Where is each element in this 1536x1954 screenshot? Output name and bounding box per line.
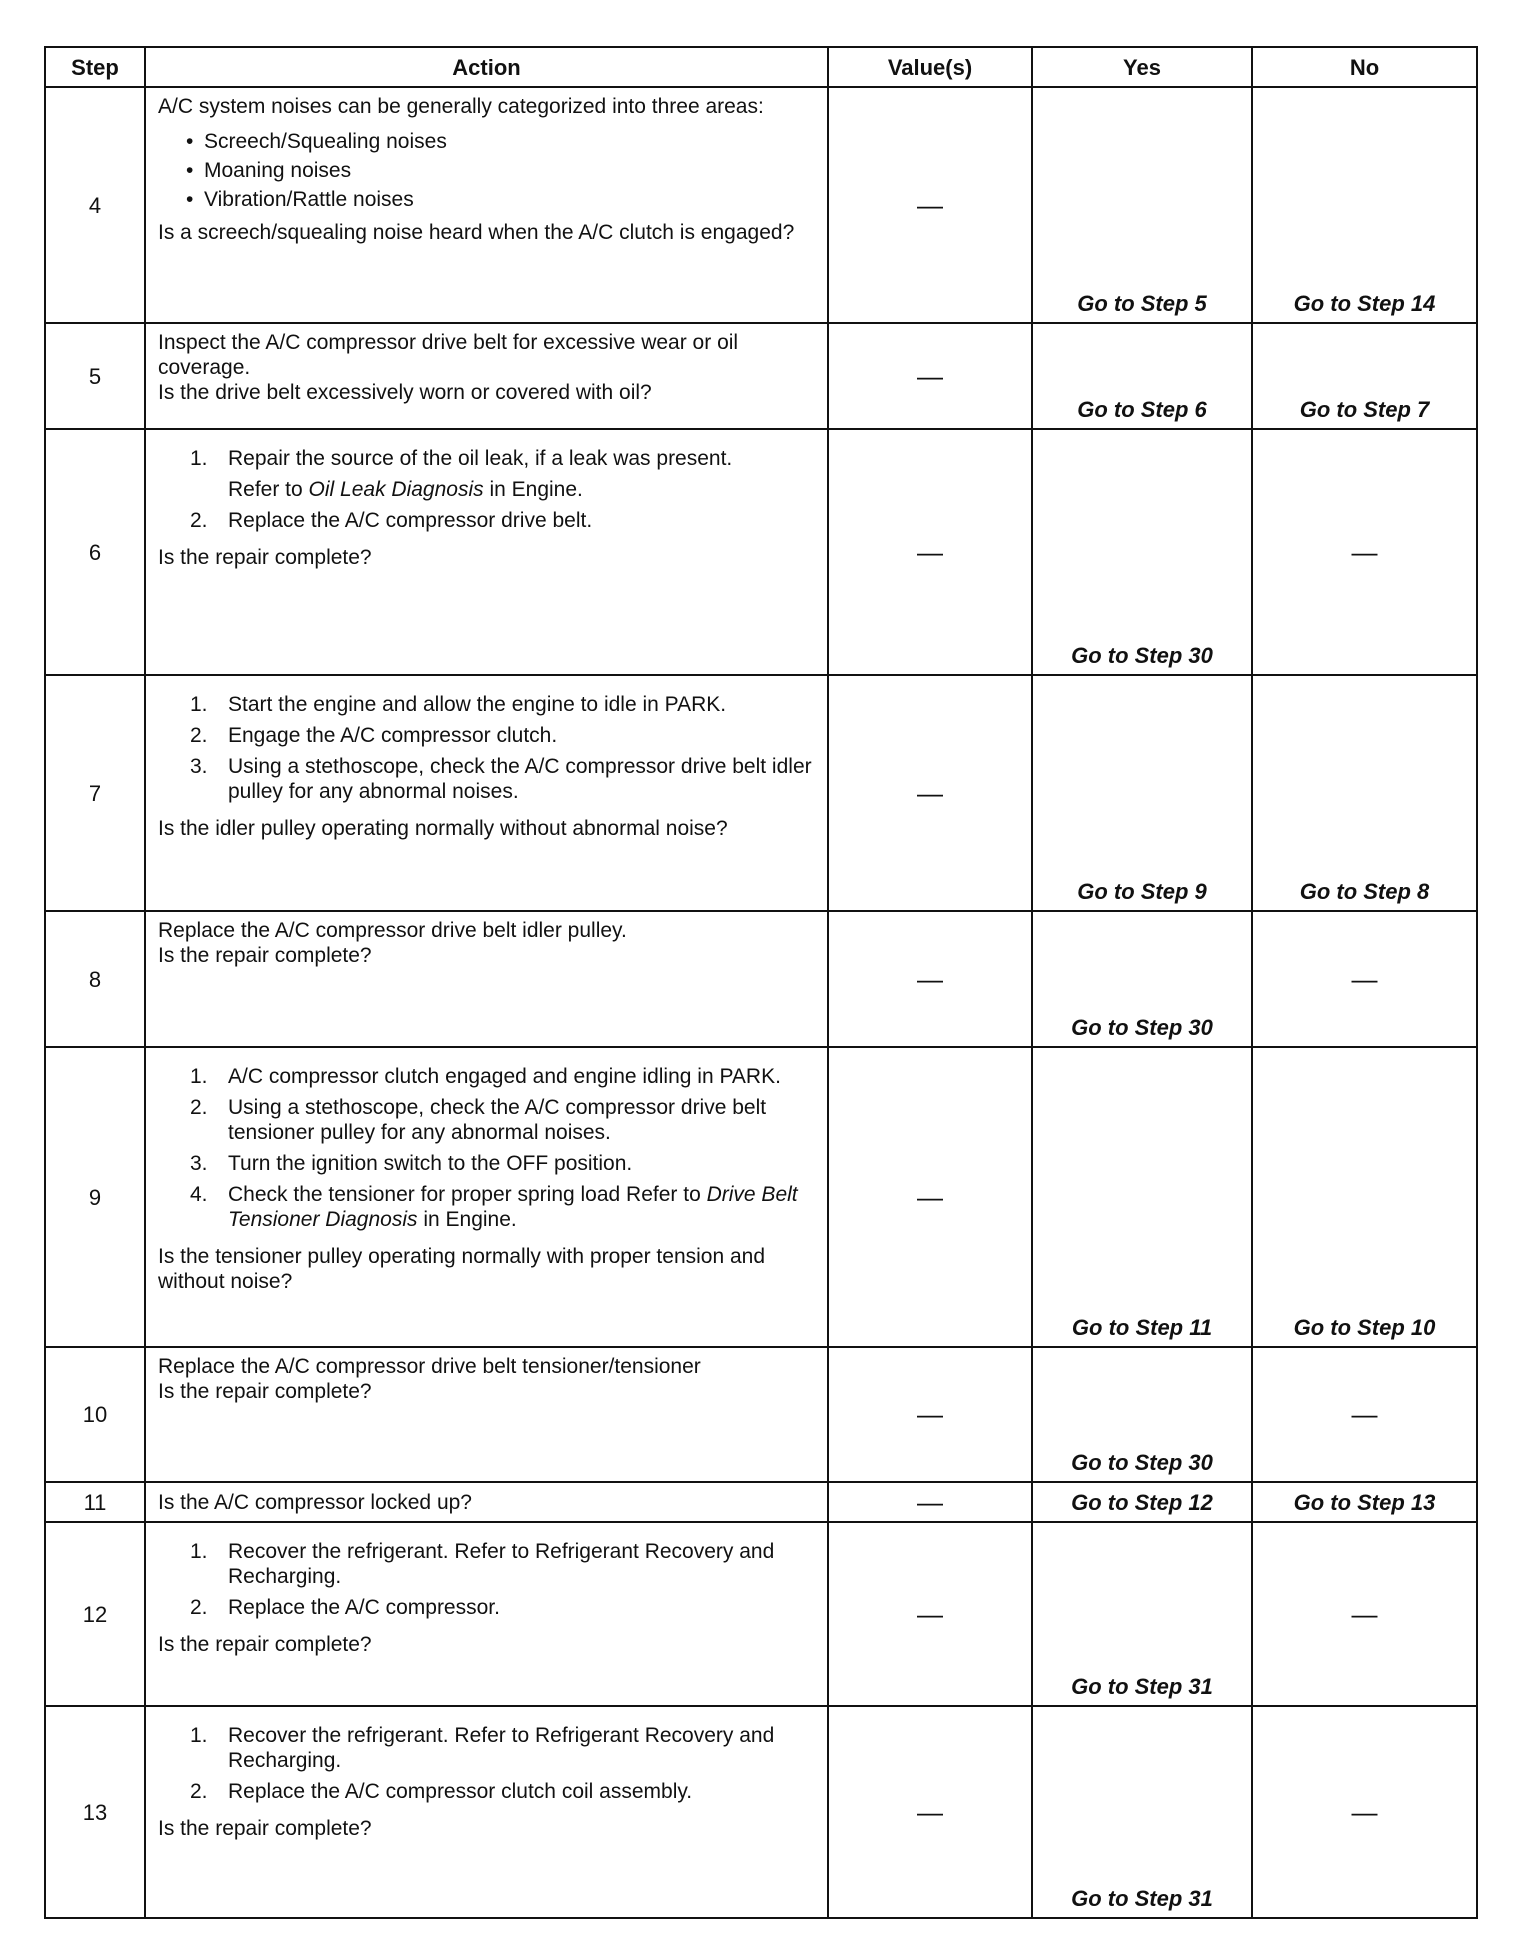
list-item <box>190 508 817 533</box>
reference-prefix: Refer to <box>228 478 309 501</box>
no-link[interactable]: Go to Step 8 <box>1252 675 1477 911</box>
list-item: • Screech/Squealing noises <box>204 129 817 154</box>
item-number: 1. <box>190 693 208 716</box>
header-no: No <box>1252 47 1477 87</box>
list-item <box>190 754 817 804</box>
no-link[interactable]: Go to Step 10 <box>1252 1047 1477 1347</box>
item-text: Replace the A/C compressor drive belt. <box>228 509 593 532</box>
no-cell: — <box>1252 429 1477 675</box>
no-link[interactable]: Go to Step 13 <box>1252 1482 1477 1522</box>
step-list <box>158 1717 817 1810</box>
list-item <box>190 1151 817 1176</box>
action-question: Is the repair complete? <box>158 1817 372 1840</box>
item-number: 2. <box>190 1780 208 1803</box>
step-number: 10 <box>45 1347 145 1482</box>
action-cell <box>145 1706 828 1918</box>
action-cell <box>145 1047 828 1347</box>
action-cell <box>145 911 828 1047</box>
yes-link[interactable]: Go to Step 12 <box>1032 1482 1252 1522</box>
item-number: 1. <box>190 1724 208 1747</box>
item-number: 1. <box>190 1065 208 1088</box>
step-list <box>158 440 817 539</box>
table-row <box>45 1706 1477 1918</box>
list-item <box>190 1723 817 1773</box>
item-text: Recover the refrigerant. Refer to Refrigerant Recovery and Recharging. <box>228 1724 775 1772</box>
table-row <box>45 323 1477 429</box>
step-number: 12 <box>45 1522 145 1706</box>
value-cell: — <box>828 675 1032 911</box>
reference <box>228 477 817 502</box>
no-cell: — <box>1252 1522 1477 1706</box>
no-link[interactable]: Go to Step 7 <box>1252 323 1477 429</box>
no-cell: — <box>1252 1347 1477 1482</box>
item-number: 3. <box>190 1152 208 1175</box>
list-item <box>190 1095 817 1145</box>
header-row <box>45 47 1477 87</box>
yes-link[interactable]: Go to Step 9 <box>1032 675 1252 911</box>
yes-link[interactable]: Go to Step 6 <box>1032 323 1252 429</box>
action-intro: Replace the A/C compressor drive belt tensioner/tensioner <box>158 1355 701 1378</box>
value-cell: — <box>828 1482 1032 1522</box>
action-question: Is the repair complete? <box>158 944 372 967</box>
header-step: Step <box>45 47 145 87</box>
step-number: 4 <box>45 87 145 323</box>
no-cell: — <box>1252 911 1477 1047</box>
list-item <box>190 723 817 748</box>
action-question: Is the drive belt excessively worn or covered with oil? <box>158 381 652 404</box>
action-cell <box>145 429 828 675</box>
value-cell: — <box>828 1706 1032 1918</box>
action-cell <box>145 87 828 323</box>
diagnostic-table <box>44 46 1478 1919</box>
value-cell: — <box>828 1047 1032 1347</box>
item-number: 4. <box>190 1183 208 1206</box>
action-cell <box>145 323 828 429</box>
step-number: 8 <box>45 911 145 1047</box>
yes-link[interactable]: Go to Step 30 <box>1032 429 1252 675</box>
action-intro: Replace the A/C compressor drive belt idler pulley. <box>158 919 627 942</box>
no-link[interactable]: Go to Step 14 <box>1252 87 1477 323</box>
list-item: • Moaning noises <box>204 158 817 183</box>
step-number: 11 <box>45 1482 145 1522</box>
step-number: 5 <box>45 323 145 429</box>
action-intro: A/C system noises can be generally categorized into three areas: <box>158 95 764 118</box>
item-text: Engage the A/C compressor clutch. <box>228 724 558 747</box>
table-row <box>45 911 1477 1047</box>
step-list <box>158 1058 817 1238</box>
list-item <box>190 1539 817 1589</box>
item-text: Replace the A/C compressor. <box>228 1596 500 1619</box>
value-cell: — <box>828 323 1032 429</box>
list-item: • Vibration/Rattle noises <box>204 187 817 212</box>
header-action: Action <box>145 47 828 87</box>
no-cell: — <box>1252 1706 1477 1918</box>
header-values: Value(s) <box>828 47 1032 87</box>
yes-link[interactable]: Go to Step 5 <box>1032 87 1252 323</box>
table-row <box>45 1047 1477 1347</box>
action-question: Is the idler pulley operating normally without abnormal noise? <box>158 817 728 840</box>
action-cell <box>145 1347 828 1482</box>
item-text: Recover the refrigerant. Refer to Refrigerant Recovery and Recharging. <box>228 1540 775 1588</box>
action-question: Is the repair complete? <box>158 1633 372 1656</box>
list-item <box>190 1182 817 1232</box>
list-item <box>190 692 817 717</box>
yes-link[interactable]: Go to Step 31 <box>1032 1706 1252 1918</box>
item-text: Using a stethoscope, check the A/C compressor drive belt idler pulley for any abnormal noises. <box>228 755 812 803</box>
item-number: 2. <box>190 509 208 532</box>
step-number: 13 <box>45 1706 145 1918</box>
item-suffix: in Engine. <box>417 1208 517 1231</box>
table-row <box>45 1522 1477 1706</box>
action-cell <box>145 1522 828 1706</box>
noise-list <box>158 125 817 216</box>
action-question: Is a screech/squealing noise heard when the A/C clutch is engaged? <box>158 221 795 244</box>
yes-link[interactable]: Go to Step 11 <box>1032 1047 1252 1347</box>
reference-suffix: in Engine. <box>483 478 583 501</box>
item-number: 2. <box>190 1596 208 1619</box>
yes-link[interactable]: Go to Step 30 <box>1032 911 1252 1047</box>
list-item <box>190 446 817 502</box>
step-list <box>158 686 817 810</box>
value-cell: — <box>828 87 1032 323</box>
item-text: Repair the source of the oil leak, if a leak was present. <box>228 447 733 470</box>
action-question: Is the repair complete? <box>158 1380 372 1403</box>
item-number: 2. <box>190 724 208 747</box>
drive-belt-tensioner-diagnosis-link[interactable]: Drive Belt Tensioner Diagnosis <box>228 1183 798 1231</box>
step-number: 9 <box>45 1047 145 1347</box>
yes-link[interactable]: Go to Step 30 <box>1032 1347 1252 1482</box>
item-text: A/C compressor clutch engaged and engine idling in PARK. <box>228 1065 781 1088</box>
step-list <box>158 1533 817 1626</box>
table-row <box>45 1347 1477 1482</box>
action-question: Is the A/C compressor locked up? <box>158 1490 472 1514</box>
list-item <box>190 1779 817 1804</box>
action-question: Is the repair complete? <box>158 546 372 569</box>
yes-link[interactable]: Go to Step 31 <box>1032 1522 1252 1706</box>
table-row <box>45 1482 1477 1522</box>
item-text: Check the tensioner for proper spring load Refer to <box>228 1183 707 1206</box>
value-cell: — <box>828 1522 1032 1706</box>
step-number: 7 <box>45 675 145 911</box>
oil-leak-diagnosis-link[interactable]: Oil Leak Diagnosis <box>308 478 484 501</box>
action-question: Is the tensioner pulley operating normally with proper tension and without noise? <box>158 1245 766 1293</box>
list-item <box>190 1064 817 1089</box>
header-yes: Yes <box>1032 47 1252 87</box>
item-number: 1. <box>190 447 208 470</box>
item-number: 3. <box>190 755 208 778</box>
value-cell: — <box>828 429 1032 675</box>
list-item <box>190 1595 817 1620</box>
action-cell <box>145 1482 828 1522</box>
item-number: 2. <box>190 1096 208 1119</box>
item-text: Start the engine and allow the engine to idle in PARK. <box>228 693 727 716</box>
table-row <box>45 87 1477 323</box>
item-text: Replace the A/C compressor clutch coil assembly. <box>228 1780 693 1803</box>
table-row <box>45 429 1477 675</box>
action-intro: Inspect the A/C compressor drive belt for excessive wear or oil coverage. <box>158 331 739 379</box>
action-cell <box>145 675 828 911</box>
value-cell: — <box>828 1347 1032 1482</box>
table-row <box>45 675 1477 911</box>
item-text: Turn the ignition switch to the OFF position. <box>228 1152 633 1175</box>
step-number: 6 <box>45 429 145 675</box>
item-number: 1. <box>190 1540 208 1563</box>
item-text: Using a stethoscope, check the A/C compressor drive belt tensioner pulley for any abnormal noises. <box>228 1096 767 1144</box>
value-cell: — <box>828 911 1032 1047</box>
